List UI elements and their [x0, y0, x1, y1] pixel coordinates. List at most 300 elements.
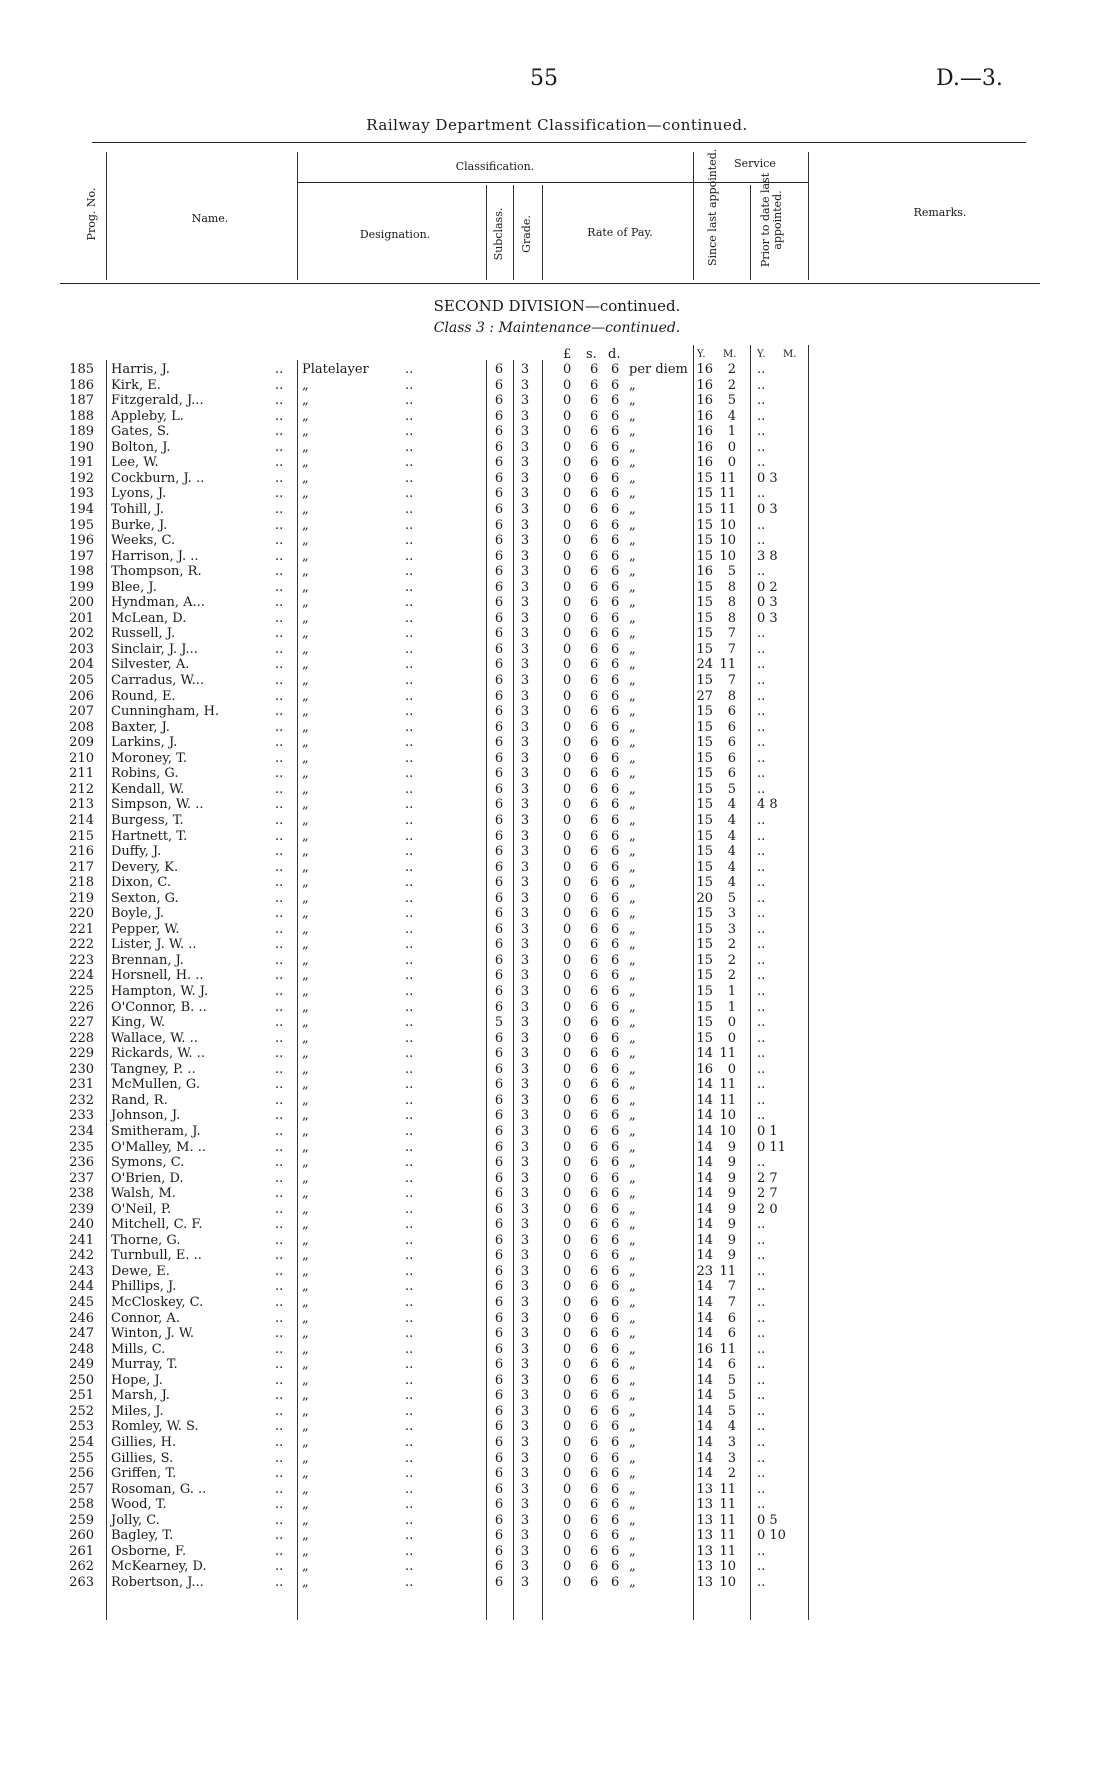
cell-pence: 6 — [611, 470, 620, 486]
cell-months-since: 10 — [719, 1108, 736, 1124]
cell-pence: 6 — [611, 610, 620, 626]
cell-name: Cunningham, H. — [111, 704, 220, 720]
cell-pounds: 0 — [563, 517, 572, 533]
cell-subclass: 6 — [494, 1466, 504, 1482]
cell-years-since: 14 — [696, 1155, 713, 1171]
dot-leader: .. — [405, 1295, 414, 1310]
cell-designation: „ — [302, 1419, 309, 1435]
cell-pounds: 0 — [563, 890, 572, 906]
cell-years-since: 14 — [696, 1108, 713, 1124]
cell-designation: „ — [302, 1092, 309, 1108]
cell-shillings: 6 — [590, 501, 599, 517]
cell-name: Blee, J. — [111, 579, 157, 595]
cell-prog-no: 221 — [69, 921, 94, 937]
cell-per-unit: „ — [629, 1497, 636, 1513]
dot-leader: .. — [275, 1528, 284, 1544]
cell-per-unit: „ — [629, 641, 636, 657]
cell-per-unit: „ — [629, 750, 636, 766]
cell-subclass: 6 — [494, 470, 504, 486]
cell-name: Kendall, W. — [111, 781, 185, 797]
cell-shillings: 6 — [590, 1543, 599, 1559]
cell-grade: 3 — [520, 1186, 530, 1202]
cell-prog-no: 190 — [69, 439, 94, 455]
cell-prog-no: 210 — [69, 750, 94, 766]
cell-designation: „ — [302, 1263, 309, 1279]
cell-months-since: 4 — [727, 797, 736, 813]
cell-prior-service: .. — [757, 408, 766, 424]
cell-prog-no: 214 — [69, 812, 94, 828]
cell-prior-service: .. — [757, 844, 766, 860]
cell-per-unit: „ — [629, 1419, 636, 1435]
cell-designation: „ — [302, 1543, 309, 1559]
cell-pence: 6 — [611, 968, 620, 984]
dot-leader: .. — [275, 1279, 284, 1295]
cell-years-since: 15 — [696, 704, 713, 720]
cell-shillings: 6 — [590, 517, 599, 533]
cell-prior-service: .. — [757, 812, 766, 828]
dot-leader: .. — [275, 673, 284, 688]
cell-months-since: 0 — [727, 1061, 736, 1077]
cell-shillings: 6 — [590, 1450, 599, 1466]
dot-leader: .. — [405, 595, 414, 611]
dot-leader: .. — [275, 1466, 284, 1482]
dot-leader: .. — [275, 1170, 284, 1186]
cell-per-unit: „ — [629, 1046, 636, 1062]
dot-leader: .. — [405, 564, 414, 580]
cell-pence: 6 — [611, 875, 620, 891]
dot-leader: .. — [405, 1030, 414, 1046]
cell-pence: 6 — [611, 1279, 620, 1295]
cell-pounds: 0 — [563, 1108, 572, 1124]
cell-years-since: 14 — [696, 1279, 713, 1295]
cell-pounds: 0 — [563, 1061, 572, 1077]
cell-subclass: 6 — [494, 890, 504, 906]
cell-grade: 3 — [520, 937, 530, 953]
dot-leader: .. — [405, 1061, 414, 1077]
cell-prog-no: 256 — [69, 1466, 94, 1482]
cell-pounds: 0 — [563, 937, 572, 953]
cell-prior-service: .. — [757, 1108, 766, 1124]
table-row — [0, 1124, 1114, 1140]
cell-per-unit: „ — [629, 470, 636, 486]
cell-pounds: 0 — [563, 1403, 572, 1419]
cell-months-since: 1 — [727, 424, 736, 440]
dot-leader: .. — [405, 533, 414, 549]
cell-name: Thompson, R. — [111, 564, 202, 580]
cell-per-unit: „ — [629, 797, 636, 813]
dot-leader: .. — [405, 921, 414, 937]
cell-subclass: 6 — [494, 828, 504, 844]
cell-designation: „ — [302, 517, 309, 533]
cell-shillings: 6 — [590, 906, 599, 922]
dot-leader: .. — [405, 1248, 414, 1264]
cell-subclass: 6 — [494, 797, 504, 813]
cell-subclass: 6 — [494, 393, 504, 409]
cell-grade: 3 — [520, 1295, 530, 1310]
cell-prior-service: 0 3 — [757, 501, 778, 517]
dot-leader: .. — [405, 439, 414, 455]
cell-prior-service: .. — [757, 486, 766, 502]
cell-designation: „ — [302, 579, 309, 595]
cell-pounds: 0 — [563, 921, 572, 937]
cell-prog-no: 236 — [69, 1155, 94, 1171]
cell-designation: „ — [302, 1559, 309, 1575]
cell-pence: 6 — [611, 1543, 620, 1559]
dot-leader: .. — [405, 1403, 414, 1419]
cell-pence: 6 — [611, 626, 620, 642]
cell-years-since: 15 — [696, 719, 713, 735]
cell-per-unit: „ — [629, 501, 636, 517]
dot-leader: .. — [275, 486, 284, 502]
dot-leader: .. — [405, 999, 414, 1015]
cell-per-unit: „ — [629, 626, 636, 642]
cell-per-unit: „ — [629, 890, 636, 906]
dot-leader: .. — [275, 1341, 284, 1357]
cell-prog-no: 252 — [69, 1403, 94, 1419]
cell-months-since: 1 — [727, 999, 736, 1015]
cell-subclass: 6 — [494, 1279, 504, 1295]
cell-per-unit: „ — [629, 766, 636, 782]
dot-leader: .. — [275, 828, 284, 844]
cell-subclass: 6 — [494, 626, 504, 642]
cell-pounds: 0 — [563, 875, 572, 891]
cell-pence: 6 — [611, 984, 620, 999]
cell-grade: 3 — [520, 735, 530, 751]
table-row — [0, 424, 1114, 440]
cell-years-since: 15 — [696, 626, 713, 642]
cell-designation: „ — [302, 501, 309, 517]
col-divider — [808, 152, 809, 280]
table-row — [0, 1171, 1114, 1187]
cell-per-unit: „ — [629, 906, 636, 922]
cell-prior-service: .. — [757, 1232, 766, 1248]
table-row — [0, 1186, 1114, 1202]
cell-years-since: 14 — [696, 1201, 713, 1217]
cell-prior-service: .. — [757, 1403, 766, 1419]
cell-shillings: 6 — [590, 393, 599, 409]
cell-name: Lister, J. W. .. — [111, 937, 197, 953]
cell-pence: 6 — [611, 1341, 620, 1357]
header-bottom-rule — [60, 283, 1040, 284]
cell-months-since: 6 — [727, 719, 736, 735]
table-row — [0, 1248, 1114, 1264]
cell-designation: „ — [302, 921, 309, 937]
cell-prior-service: .. — [757, 688, 766, 704]
cell-shillings: 6 — [590, 1419, 599, 1435]
table-row — [0, 813, 1114, 829]
table-row — [0, 875, 1114, 891]
cell-pounds: 0 — [563, 1201, 572, 1217]
cell-grade: 3 — [520, 1434, 530, 1450]
cell-shillings: 6 — [590, 1388, 599, 1404]
cell-shillings: 6 — [590, 984, 599, 999]
cell-prog-no: 197 — [69, 548, 94, 564]
cell-grade: 3 — [520, 1543, 530, 1559]
cell-subclass: 6 — [494, 1295, 504, 1310]
cell-shillings: 6 — [590, 937, 599, 953]
cell-pounds: 0 — [563, 1170, 572, 1186]
cell-months-since: 11 — [719, 1092, 736, 1108]
cell-grade: 3 — [520, 393, 530, 409]
dot-leader: .. — [405, 1186, 414, 1202]
cell-per-unit: „ — [629, 828, 636, 844]
cell-years-since: 15 — [696, 859, 713, 875]
cell-name: Larkins, J. — [111, 735, 178, 751]
cell-prog-no: 206 — [69, 688, 94, 704]
cell-shillings: 6 — [590, 1092, 599, 1108]
dot-leader: .. — [405, 719, 414, 735]
cell-grade: 3 — [520, 1310, 530, 1326]
cell-shillings: 6 — [590, 1310, 599, 1326]
cell-prior-service: .. — [757, 517, 766, 533]
page-title: Railway Department Classification—continued. — [366, 116, 748, 134]
dot-leader: .. — [275, 1123, 284, 1139]
cell-grade: 3 — [520, 1528, 530, 1544]
dot-leader: .. — [405, 1434, 414, 1450]
table-row — [0, 1342, 1114, 1358]
cell-name: Boyle, J. — [111, 906, 165, 922]
cell-prog-no: 250 — [69, 1372, 94, 1388]
dot-leader: .. — [405, 1139, 414, 1155]
dot-leader: .. — [405, 377, 414, 393]
dot-leader: .. — [405, 890, 414, 906]
cell-name: Gates, S. — [111, 424, 170, 440]
cell-designation: „ — [302, 735, 309, 751]
cell-shillings: 6 — [590, 1030, 599, 1046]
cell-shillings: 6 — [590, 1528, 599, 1544]
cell-shillings: 6 — [590, 1217, 599, 1233]
header-top-rule — [92, 142, 1026, 143]
cell-pounds: 0 — [563, 1466, 572, 1482]
cell-shillings: 6 — [590, 1077, 599, 1093]
cell-pence: 6 — [611, 781, 620, 797]
cell-years-since: 15 — [696, 1030, 713, 1046]
dot-leader: .. — [405, 673, 414, 688]
cell-prior-service: 0 3 — [757, 595, 778, 611]
cell-pounds: 0 — [563, 1481, 572, 1497]
dot-leader: .. — [405, 1015, 414, 1031]
cell-name: Baxter, J. — [111, 719, 170, 735]
table-row — [0, 937, 1114, 953]
cell-prior-service: 2 7 — [757, 1186, 778, 1202]
cell-pence: 6 — [611, 1217, 620, 1233]
cell-months-since: 2 — [727, 952, 736, 968]
cell-subclass: 6 — [494, 968, 504, 984]
cell-shillings: 6 — [590, 1279, 599, 1295]
table-row — [0, 518, 1114, 534]
cell-grade: 3 — [520, 564, 530, 580]
cell-grade: 3 — [520, 968, 530, 984]
cell-prog-no: 204 — [69, 657, 94, 673]
cell-name: Tangney, P. .. — [111, 1061, 196, 1077]
dot-leader: .. — [275, 1481, 284, 1497]
cell-prior-service: 0 5 — [757, 1512, 778, 1528]
cell-designation: Platelayer — [302, 362, 369, 377]
cell-subclass: 6 — [494, 1388, 504, 1404]
cell-subclass: 6 — [494, 1310, 504, 1326]
cell-per-unit: „ — [629, 533, 636, 549]
cell-name: Sexton, G. — [111, 890, 179, 906]
cell-months-since: 11 — [719, 486, 736, 502]
dot-leader: .. — [405, 937, 414, 953]
dot-leader: .. — [275, 393, 284, 409]
cell-prior-service: .. — [757, 626, 766, 642]
cell-grade: 3 — [520, 844, 530, 860]
cell-months-since: 5 — [727, 393, 736, 409]
cell-designation: „ — [302, 875, 309, 891]
cell-name: Bagley, T. — [111, 1528, 174, 1544]
cell-pence: 6 — [611, 937, 620, 953]
dot-leader: .. — [275, 595, 284, 611]
cell-shillings: 6 — [590, 673, 599, 688]
cell-prior-service: .. — [757, 875, 766, 891]
cell-name: Miles, J. — [111, 1403, 164, 1419]
cell-grade: 3 — [520, 781, 530, 797]
table-row — [0, 486, 1114, 502]
cell-prog-no: 212 — [69, 781, 94, 797]
cell-shillings: 6 — [590, 1186, 599, 1202]
cell-years-since: 14 — [696, 1186, 713, 1202]
cell-grade: 3 — [520, 673, 530, 688]
dot-leader: .. — [405, 362, 414, 377]
cell-pounds: 0 — [563, 859, 572, 875]
dot-leader: .. — [275, 1372, 284, 1388]
table-row — [0, 1077, 1114, 1093]
cell-months-since: 9 — [727, 1170, 736, 1186]
cell-pounds: 0 — [563, 750, 572, 766]
cell-prior-service: .. — [757, 1497, 766, 1513]
cell-designation: „ — [302, 1279, 309, 1295]
cell-designation: „ — [302, 797, 309, 813]
cell-years-since: 15 — [696, 548, 713, 564]
cell-grade: 3 — [520, 501, 530, 517]
table-row — [0, 1326, 1114, 1342]
dot-leader: .. — [405, 1170, 414, 1186]
cell-subclass: 6 — [494, 455, 504, 471]
cell-pence: 6 — [611, 1403, 620, 1419]
cell-pence: 6 — [611, 1201, 620, 1217]
cell-prior-service: .. — [757, 673, 766, 688]
table-row — [0, 1482, 1114, 1498]
cell-prog-no: 242 — [69, 1248, 94, 1264]
dot-leader: .. — [275, 377, 284, 393]
cell-prog-no: 216 — [69, 844, 94, 860]
cell-prog-no: 255 — [69, 1450, 94, 1466]
cell-prior-service: .. — [757, 1015, 766, 1031]
cell-shillings: 6 — [590, 1061, 599, 1077]
cell-shillings: 6 — [590, 1574, 599, 1590]
cell-prior-service: .. — [757, 766, 766, 782]
cell-shillings: 6 — [590, 564, 599, 580]
cell-name: King, W. — [111, 1015, 166, 1031]
cell-subclass: 6 — [494, 859, 504, 875]
cell-name: Rosoman, G. .. — [111, 1481, 207, 1497]
col-subclass: Subclass. — [492, 207, 505, 261]
table-row — [0, 595, 1114, 611]
cell-name: Tohill, J. — [111, 501, 164, 517]
cell-months-since: 11 — [719, 1497, 736, 1513]
cell-designation: „ — [302, 704, 309, 720]
cell-prior-service: .. — [757, 1543, 766, 1559]
cell-shillings: 6 — [590, 828, 599, 844]
cell-grade: 3 — [520, 1155, 530, 1171]
cell-prior-service: .. — [757, 781, 766, 797]
cell-years-since: 13 — [696, 1559, 713, 1575]
dot-leader: .. — [275, 1295, 284, 1310]
cell-pence: 6 — [611, 1186, 620, 1202]
dot-leader: .. — [275, 1357, 284, 1373]
cell-years-since: 16 — [696, 393, 713, 409]
cell-grade: 3 — [520, 688, 530, 704]
cell-grade: 3 — [520, 750, 530, 766]
table-row — [0, 549, 1114, 565]
cell-per-unit: „ — [629, 844, 636, 860]
cell-name: Griffen, T. — [111, 1466, 177, 1482]
dot-leader: .. — [405, 579, 414, 595]
cell-prior-service: .. — [757, 377, 766, 393]
dot-leader: .. — [405, 735, 414, 751]
dot-leader: .. — [405, 1046, 414, 1062]
cell-years-since: 14 — [696, 1466, 713, 1482]
cell-subclass: 6 — [494, 1170, 504, 1186]
cell-subclass: 6 — [494, 921, 504, 937]
cell-per-unit: „ — [629, 393, 636, 409]
cell-prior-service: .. — [757, 439, 766, 455]
cell-prog-no: 222 — [69, 937, 94, 953]
cell-name: Robins, G. — [111, 766, 179, 782]
cell-grade: 3 — [520, 1403, 530, 1419]
cell-grade: 3 — [520, 548, 530, 564]
cell-prog-no: 188 — [69, 408, 94, 424]
cell-pence: 6 — [611, 1108, 620, 1124]
cell-months-since: 5 — [727, 781, 736, 797]
cell-designation: „ — [302, 1574, 309, 1590]
cell-grade: 3 — [520, 610, 530, 626]
cell-pence: 6 — [611, 1232, 620, 1248]
cell-years-since: 14 — [696, 1403, 713, 1419]
cell-subclass: 6 — [494, 1217, 504, 1233]
cell-months-since: 4 — [727, 1419, 736, 1435]
dot-leader: .. — [275, 470, 284, 486]
dot-leader: .. — [405, 844, 414, 860]
cell-name: Johnson, J. — [111, 1108, 181, 1124]
cell-shillings: 6 — [590, 439, 599, 455]
cell-shillings: 6 — [590, 1466, 599, 1482]
cell-pence: 6 — [611, 517, 620, 533]
cell-shillings: 6 — [590, 1263, 599, 1279]
table-row — [0, 844, 1114, 860]
cell-pounds: 0 — [563, 1388, 572, 1404]
cell-prior-service: 0 3 — [757, 470, 778, 486]
cell-years-since: 15 — [696, 750, 713, 766]
cell-subclass: 6 — [494, 719, 504, 735]
cell-months-since: 10 — [719, 548, 736, 564]
document-reference: D.—3. — [936, 66, 1003, 91]
cell-pence: 6 — [611, 579, 620, 595]
cell-years-since: 15 — [696, 875, 713, 891]
cell-name: Weeks, C. — [111, 533, 176, 549]
cell-grade: 3 — [520, 470, 530, 486]
cell-pounds: 0 — [563, 735, 572, 751]
dot-leader: .. — [275, 952, 284, 968]
cell-subclass: 6 — [494, 1481, 504, 1497]
cell-per-unit: „ — [629, 999, 636, 1015]
dot-leader: .. — [275, 844, 284, 860]
cell-shillings: 6 — [590, 1497, 599, 1513]
cell-prog-no: 228 — [69, 1030, 94, 1046]
cell-years-since: 16 — [696, 439, 713, 455]
cell-shillings: 6 — [590, 750, 599, 766]
